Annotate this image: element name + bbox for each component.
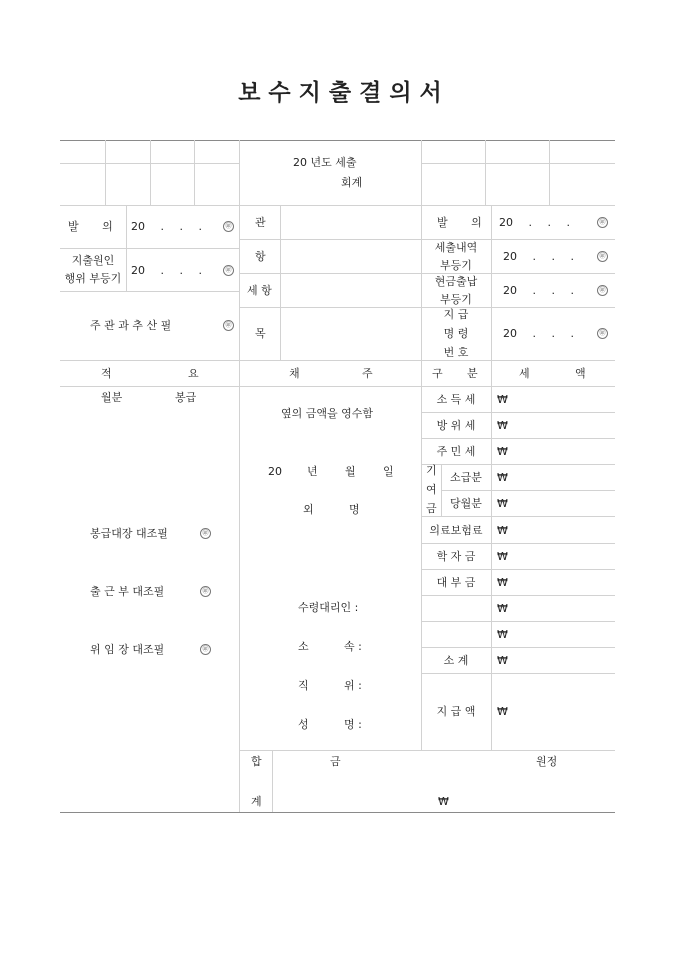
total-label-col — [272, 750, 273, 812]
date-il: 일 — [383, 465, 394, 478]
cash-date: 20 . . . — [503, 284, 574, 297]
deduction-line-4 — [441, 490, 615, 491]
total-hap: 합 — [251, 755, 262, 768]
contribution-label-2: 여 — [426, 483, 437, 496]
header-col-5 — [485, 140, 486, 205]
so-label: 소 — [298, 640, 309, 653]
deduction-subtotal: 소 계 — [443, 654, 469, 667]
total-won: ₩ — [438, 795, 449, 808]
total-geum: 금 — [330, 755, 341, 768]
appointment-seal-icon: ㊞ — [200, 644, 211, 655]
sehang-label: 세 항 — [247, 284, 272, 297]
order-label-2: 명 령 — [443, 327, 469, 340]
section-header-top — [60, 360, 615, 361]
deduction-line-11 — [421, 673, 615, 674]
calc-confirm-label: 주 관 과 추 산 필 — [90, 319, 172, 332]
order-seal-icon: ㊞ — [597, 328, 608, 339]
cause-date: 20 . . . — [131, 264, 202, 277]
debtor-header-b: 주 — [362, 367, 373, 380]
main-divider-left — [239, 140, 240, 812]
date-wol: 월 — [345, 465, 356, 478]
sok-label: 속 : — [344, 640, 362, 653]
deduction-line-3 — [421, 464, 615, 465]
tax-header-a: 세 — [519, 367, 530, 380]
deduction-tuition: 학 자 금 — [436, 550, 476, 563]
salary-label: 봉급 — [175, 391, 197, 404]
attendance-seal-icon: ㊞ — [200, 586, 211, 597]
order-label-1: 지 급 — [443, 308, 469, 321]
deduction-line-7 — [421, 569, 615, 570]
cash-seal-icon: ㊞ — [597, 285, 608, 296]
order-label-3: 번 호 — [443, 346, 469, 359]
wi-label: 위 : — [344, 679, 362, 692]
deduction-line-1 — [421, 412, 615, 413]
detail-date: 20 . . . — [503, 250, 574, 263]
right-issue-date: 20 . . . — [499, 216, 570, 229]
hang-label: 항 — [255, 250, 266, 263]
won-current-month: ₩ — [497, 497, 508, 510]
deduction-line-2 — [421, 438, 615, 439]
mid-row-line-1 — [239, 239, 615, 240]
summary-header-a: 적 — [101, 367, 112, 380]
month-label: 월분 — [101, 391, 123, 404]
deduction-line-10 — [421, 647, 615, 648]
table-top-border — [60, 140, 615, 141]
receipt-text: 옆의 금액을 영수함 — [281, 407, 374, 420]
won-loan: ₩ — [497, 576, 508, 589]
deduction-loan: 대 부 금 — [436, 576, 476, 589]
won-payment-amount: ₩ — [497, 705, 508, 718]
left-date-col — [126, 205, 127, 291]
cause-label-2: 행위 부등기 — [64, 272, 122, 285]
page-title: 보 수 지 출 결 의 서 — [238, 80, 442, 106]
deduction-line-6 — [421, 543, 615, 544]
summary-header-b: 요 — [188, 367, 199, 380]
header-col-1 — [105, 140, 106, 205]
right-date-col — [491, 205, 492, 750]
header-col-3 — [194, 140, 195, 205]
won-resident-tax: ₩ — [497, 445, 508, 458]
category-header-a: 구 — [432, 367, 443, 380]
issue-seal-icon: ㊞ — [223, 221, 234, 232]
table-bottom-border — [60, 812, 615, 813]
won-blank-1: ₩ — [497, 602, 508, 615]
mid-label-col — [280, 205, 281, 360]
appointment-check-label: 위 임 장 대조필 — [90, 643, 165, 656]
deduction-line-5 — [421, 516, 615, 517]
contribution-label-1: 기 — [426, 464, 437, 477]
mok-label: 목 — [255, 327, 266, 340]
attendance-check-label: 출 근 부 대조필 — [90, 585, 165, 598]
proxy-label: 수령대리인 : — [298, 601, 359, 614]
deduction-line-8 — [421, 595, 615, 596]
won-retroactive: ₩ — [497, 471, 508, 484]
total-top-line — [239, 750, 615, 751]
section-header-bottom — [60, 386, 615, 387]
mid-row-line-2 — [239, 273, 615, 274]
deduction-resident-tax: 주 민 세 — [436, 445, 476, 458]
calc-seal-icon: ㊞ — [223, 320, 234, 331]
gwan-label: 관 — [255, 216, 266, 229]
header-bottom-line — [60, 205, 615, 206]
detail-seal-icon: ㊞ — [597, 251, 608, 262]
detail-label-1: 세출내역 — [434, 241, 478, 254]
myeong2-label: 명 : — [344, 718, 362, 731]
won-blank-2: ₩ — [497, 628, 508, 641]
total-gye: 계 — [251, 795, 262, 808]
order-date: 20 . . . — [503, 327, 574, 340]
cash-label-1: 현금출납 — [434, 275, 478, 288]
fiscal-year-line: 20 년도 세출 — [293, 156, 357, 169]
deduction-line-9 — [421, 621, 615, 622]
cause-label-1: 지출원인 — [71, 254, 115, 267]
left-row-line-1 — [60, 248, 239, 249]
cash-label-2: 부등기 — [440, 293, 472, 306]
category-header-b: 분 — [467, 367, 478, 380]
deduction-income-tax: 소 득 세 — [436, 393, 476, 406]
header-col-2 — [150, 140, 151, 205]
total-wonjeong: 원정 — [536, 755, 558, 768]
won-income-tax: ₩ — [497, 393, 508, 406]
deduction-defense-tax: 방 위 세 — [436, 419, 476, 432]
account-label: 회계 — [341, 176, 363, 189]
seong-label: 성 — [298, 718, 309, 731]
ledger-check-label: 봉급대장 대조필 — [90, 527, 168, 540]
deduction-current-month: 당월분 — [450, 497, 482, 510]
date-nyeon: 년 — [307, 465, 318, 478]
contribution-label-3: 금 — [426, 502, 437, 515]
left-row-line-2 — [60, 291, 239, 292]
detail-label-2: 부등기 — [440, 259, 472, 272]
header-inner-line-right — [421, 163, 615, 164]
debtor-header-a: 채 — [289, 367, 300, 380]
issue-label: 발 의 — [68, 220, 113, 233]
deduction-health-insurance: 의료보험료 — [429, 524, 483, 537]
jik-label: 직 — [298, 679, 309, 692]
cause-seal-icon: ㊞ — [223, 265, 234, 276]
ledger-seal-icon: ㊞ — [200, 528, 211, 539]
won-tuition: ₩ — [497, 550, 508, 563]
deduction-payment-amount: 지 급 액 — [436, 705, 476, 718]
issue-date: 20 . . . — [131, 220, 202, 233]
header-col-6 — [549, 140, 550, 205]
right-issue-seal-icon: ㊞ — [597, 217, 608, 228]
deduction-retroactive: 소급분 — [450, 471, 482, 484]
won-health-insurance: ₩ — [497, 524, 508, 537]
oe-label: 외 — [303, 503, 314, 516]
myeong-label: 명 — [349, 503, 360, 516]
right-issue-label: 발 의 — [437, 216, 482, 229]
date-year: 20 — [268, 465, 282, 478]
tax-header-b: 액 — [575, 367, 586, 380]
won-subtotal: ₩ — [497, 654, 508, 667]
won-defense-tax: ₩ — [497, 419, 508, 432]
